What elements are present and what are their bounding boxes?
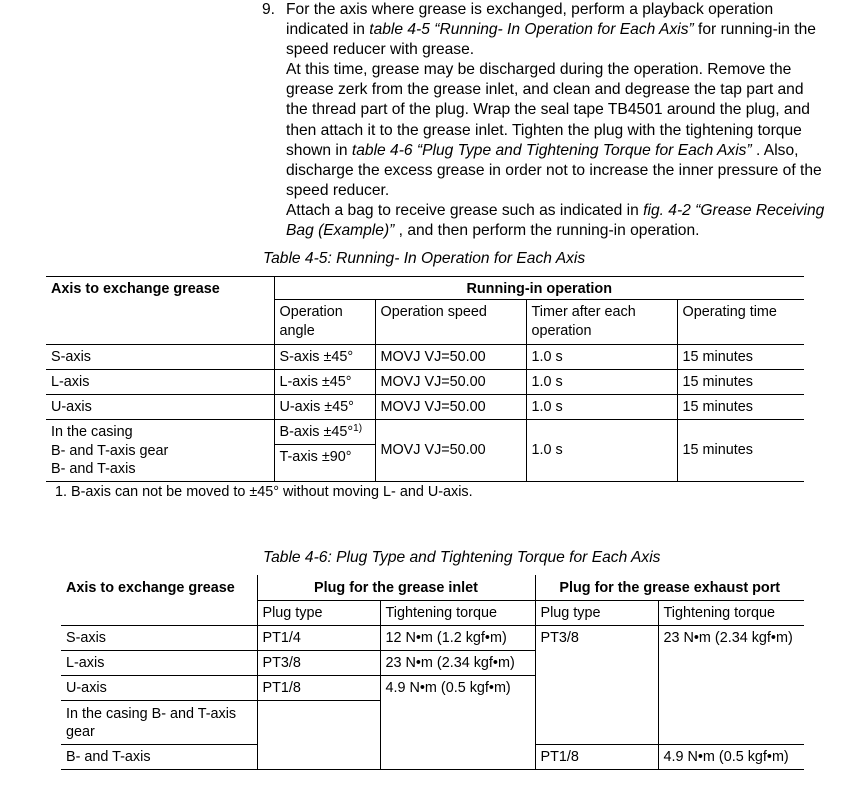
col-timer: Timer after each operation [526, 300, 677, 345]
col-inlet-torque: Tightening torque [380, 600, 535, 625]
col-inlet-header: Plug for the grease inlet [257, 575, 535, 600]
step-paragraph-1: For the axis where grease is exchanged, perform a playback operation indicated in table 4-5 “Running- In Operation for Each Axis” for running-in the speed reducer with grease. [286, 1, 816, 59]
table-4-6 [61, 575, 804, 770]
step-paragraph-2: At this time, grease may be discharged during the operation. Remove the grease zerk from the grease inlet, and clean and degrease the tap part and the thread part of the plug. Wrap the seal tape TB4501 around the plug, and then attach it to the grease inlet. Tighten the plug with the tightening torque shown in table 4-6 “Plug Type and Tightening Torque for Each Axis” . Also, discharge the excess grease in order not to increase the inner pressure of the speed reducer. [286, 61, 822, 199]
col-inlet-plug-type: Plug type [257, 600, 380, 625]
col-operation-angle: Operation angle [274, 300, 375, 345]
table-4-6-caption: Table 4-6: Plug Type and Tightening Torque for Each Axis [263, 549, 661, 566]
table-ref: table 4-5 [369, 21, 430, 39]
table-ref: table 4-6 [351, 141, 413, 159]
col-exhaust-plug-type: Plug type [535, 600, 658, 625]
step-number: 9. [262, 1, 276, 18]
footnote-marker: 1) [353, 423, 363, 434]
col-exhaust-torque: Tightening torque [658, 600, 804, 625]
t-axis-angle: T-axis ±90° [274, 445, 375, 482]
col-operating-time: Operating time [677, 300, 804, 345]
table-4-5 [46, 276, 804, 482]
table-row: L-axis L-axis ±45° MOVJ VJ=50.00 1.0 s 15 minutes [46, 370, 804, 395]
table-4-5-footnote: 1. B-axis can not be moved to ±45° without moving L- and U-axis. [55, 484, 473, 500]
table-row: S-axis PT1/4 12 N•m (1.2 kgf•m) PT3/8 23 N•m (2.34 kgf•m) [61, 625, 804, 650]
b-axis-angle: B-axis ±45°$^{1)}$ [274, 420, 375, 445]
col-axis-header: Axis to exchange grease [61, 575, 257, 625]
step-body [286, 0, 826, 241]
table-row: In the casing B- and T-axis gear B- and T-axis B-axis ±45°$^{1)}$ MOVJ VJ=50.00 1.0 s 15 minutes [46, 420, 804, 445]
table-row: In the casing B- and T-axis gear [61, 700, 804, 744]
col-running-in-header: Running-in operation [274, 277, 804, 300]
table-row: S-axis S-axis ±45° MOVJ VJ=50.00 1.0 s 15 minutes [46, 345, 804, 370]
col-operation-speed: Operation speed [375, 300, 526, 345]
table-row: U-axis PT1/8 4.9 N•m (0.5 kgf•m) [61, 675, 804, 700]
table-row: B- and T-axis PT1/8 4.9 N•m (0.5 kgf•m) [61, 744, 804, 769]
table-row: L-axis PT3/8 23 N•m (2.34 kgf•m) [61, 650, 804, 675]
table-4-5-caption: Table 4-5: Running- In Operation for Each Axis [263, 250, 586, 267]
col-axis-header: Axis to exchange grease [46, 277, 274, 345]
casing-axis-cell: In the casing B- and T-axis gear B- and T-axis [46, 420, 274, 482]
col-exhaust-header: Plug for the grease exhaust port [535, 575, 804, 600]
step-paragraph-3: Attach a bag to receive grease such as indicated in fig. 4-2 “Grease Receiving Bag (Example)” , and then perform the running-in operation. [286, 201, 825, 240]
table-row: U-axis U-axis ±45° MOVJ VJ=50.00 1.0 s 15 minutes [46, 395, 804, 420]
figure-ref: fig. 4-2 [643, 201, 691, 219]
